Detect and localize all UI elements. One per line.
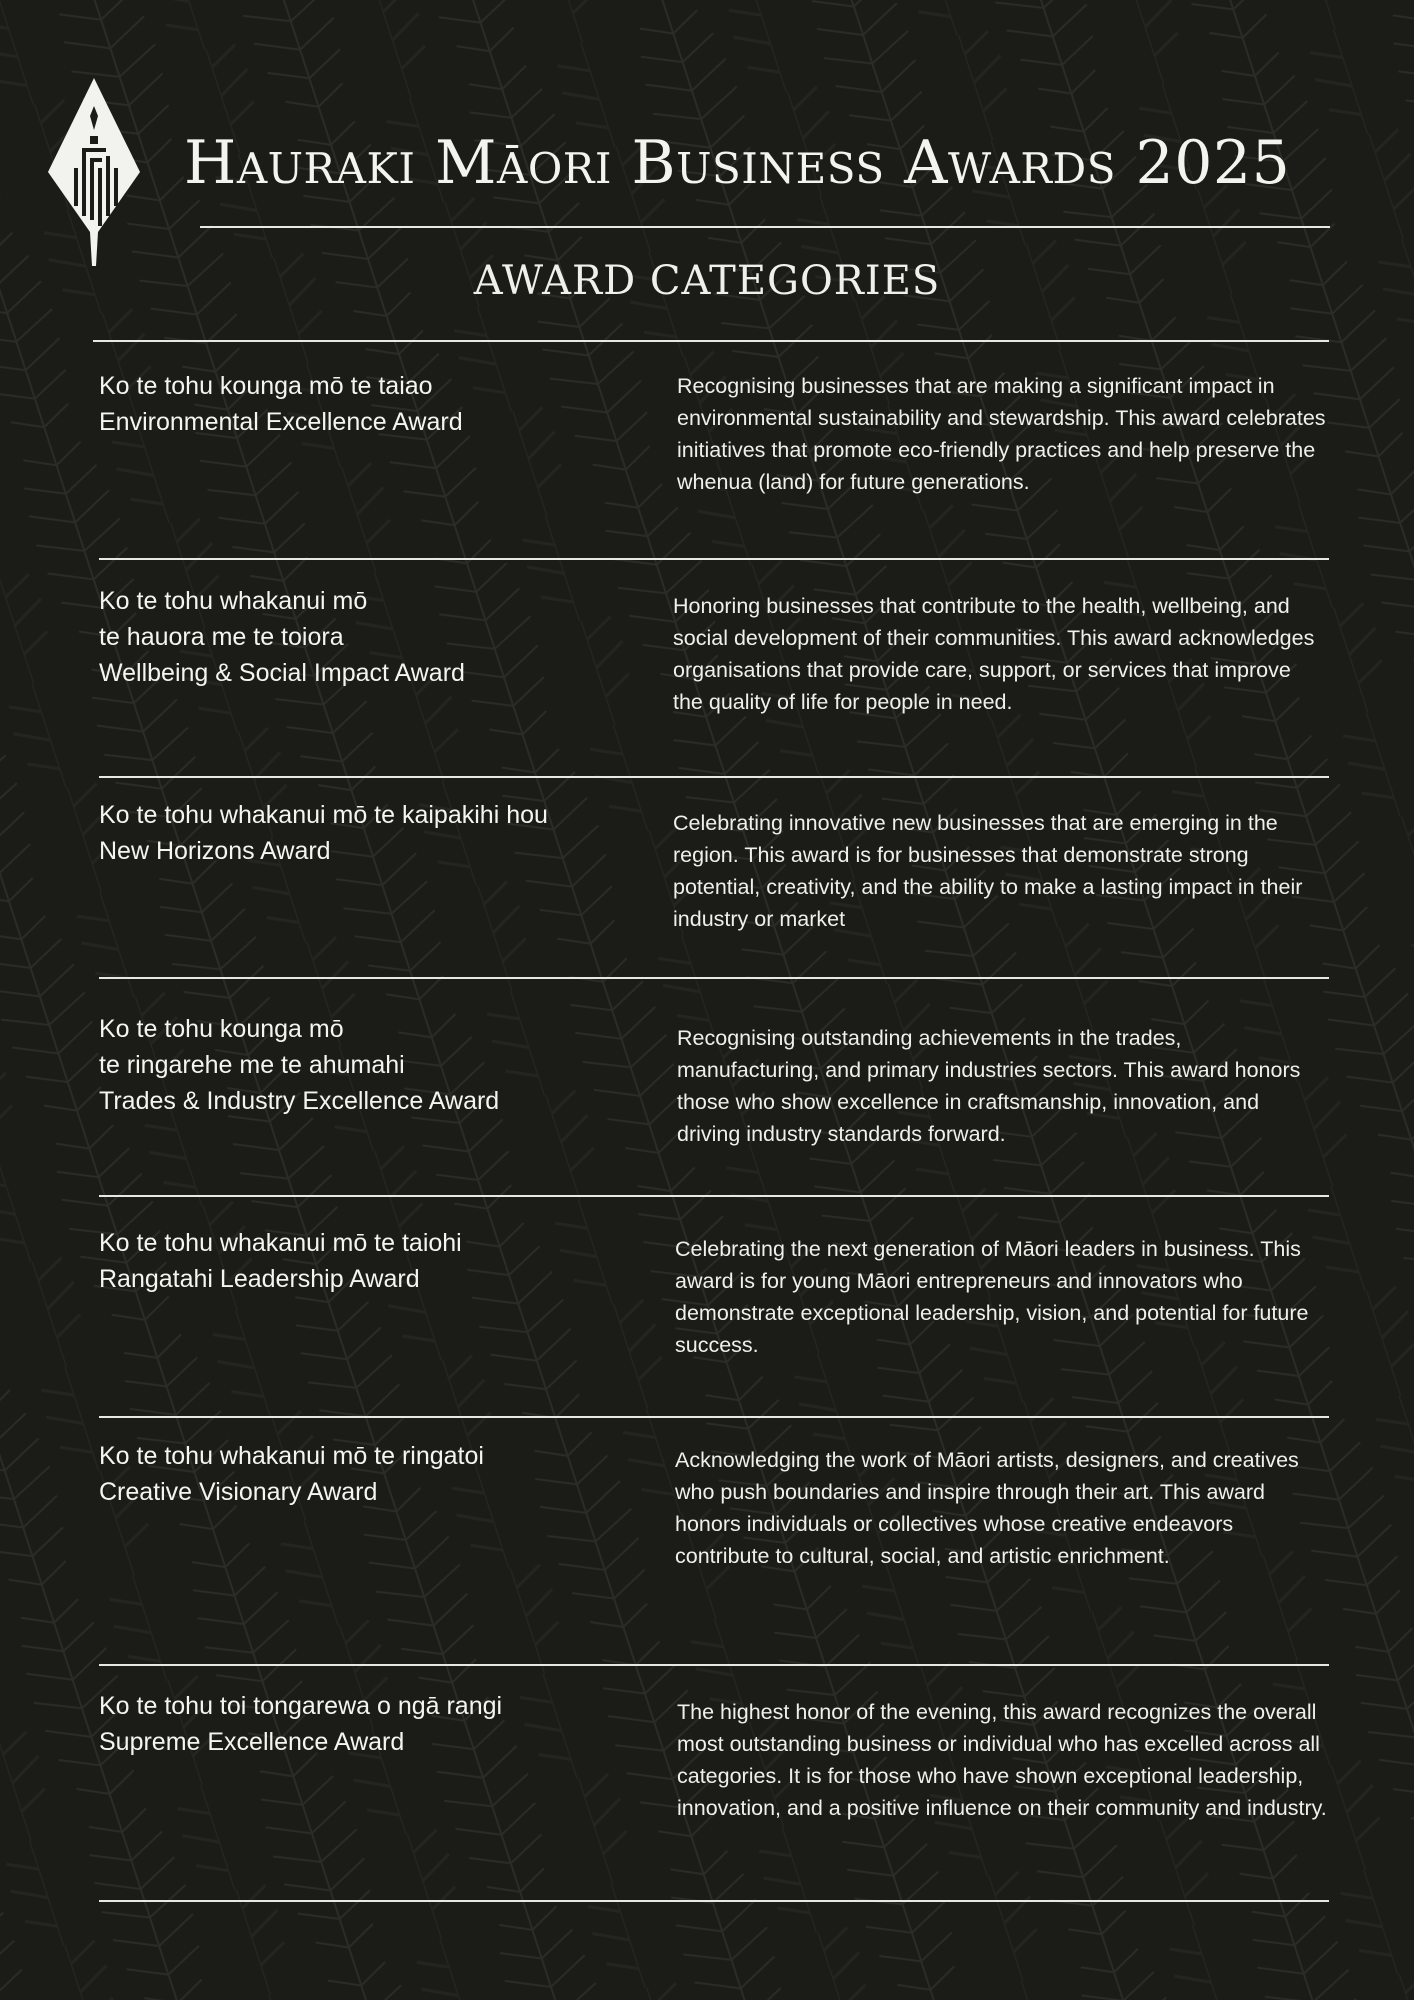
category-name-line: Ko te tohu whakanui mō te ringatoi bbox=[99, 1442, 484, 1470]
page-title: Hauraki Māori Business Awards 2025 bbox=[184, 128, 1291, 198]
divider bbox=[99, 1900, 1329, 1902]
divider bbox=[99, 558, 1329, 560]
category-name-rangatahi bbox=[99, 1225, 659, 1297]
category-name-line: New Horizons Award bbox=[99, 837, 331, 865]
category-name-wellbeing bbox=[99, 583, 659, 691]
category-description: Celebrating innovative new businesses that are emerging in the region. This award is for businesses that demonstrate strong potential, creativity, and the ability to make a lasting impact in their industry or market bbox=[673, 811, 1303, 931]
category-description: The highest honor of the evening, this award recognizes the overall most outstanding business or individual who has excelled across all categories. It is for those who have shown exceptional leadership, innovation, and a positive influence on their community and industry. bbox=[677, 1700, 1327, 1820]
category-description: Celebrating the next generation of Māori leaders in business. This award is for young Māori entrepreneurs and innovators who demonstrate exceptional leadership, vision, and potential for future success. bbox=[675, 1237, 1309, 1357]
category-name-environmental bbox=[99, 368, 659, 440]
category-description: Recognising businesses that are making a significant impact in environmental sustainability and stewardship. This award celebrates initiatives that promote eco-friendly practices and help preserve the whenua (land) for future generations. bbox=[677, 374, 1326, 494]
category-description: Recognising outstanding achievements in the trades, manufacturing, and primary industries sectors. This award honors those who show excellence in craftsmanship, innovation, and driving industry standards forward. bbox=[677, 1026, 1301, 1146]
category-name-creative bbox=[99, 1438, 659, 1510]
category-name-trades bbox=[99, 1011, 659, 1119]
divider bbox=[99, 776, 1329, 778]
category-name-line: te ringarehe me te ahumahi bbox=[99, 1051, 405, 1079]
category-name-line: Trades & Industry Excellence Award bbox=[99, 1087, 500, 1115]
category-name-line: Environmental Excellence Award bbox=[99, 408, 463, 436]
divider bbox=[99, 1416, 1329, 1418]
category-name-line: Ko te tohu kounga mō te taiao bbox=[99, 372, 433, 400]
category-name-line: Ko te tohu whakanui mō te taiohi bbox=[99, 1229, 462, 1257]
category-name-line: Ko te tohu whakanui mō bbox=[99, 587, 368, 615]
title-underline bbox=[200, 226, 1330, 228]
divider bbox=[99, 1664, 1329, 1666]
divider bbox=[99, 1195, 1329, 1197]
category-name-line: Ko te tohu kounga mō bbox=[99, 1015, 344, 1043]
category-name-line: Ko te tohu toi tongarewa o ngā rangi bbox=[99, 1692, 503, 1720]
category-description: Honoring businesses that contribute to the health, wellbeing, and social development of their communities. This award acknowledges organisations that provide care, support, or services that improve the quality of life for people in need. bbox=[673, 594, 1315, 714]
divider bbox=[99, 977, 1329, 979]
category-name-line: Creative Visionary Award bbox=[99, 1478, 378, 1506]
category-name-line: Rangatahi Leadership Award bbox=[99, 1265, 420, 1293]
category-description: Acknowledging the work of Māori artists, designers, and creatives who push boundaries and inspire through their art. This award honors individuals or collectives whose creative endeavors contribute to cultural, social, and artistic enrichment. bbox=[675, 1448, 1299, 1568]
divider bbox=[93, 340, 1329, 342]
category-name-line: Wellbeing & Social Impact Award bbox=[99, 659, 465, 687]
category-name-line: Ko te tohu whakanui mō te kaipakihi hou bbox=[99, 801, 548, 829]
section-heading: AWARD CATEGORIES bbox=[473, 258, 941, 304]
pounamu-taonga-logo-icon bbox=[44, 76, 144, 268]
category-name-supreme bbox=[99, 1688, 659, 1760]
category-name-line: te hauora me te toiora bbox=[99, 623, 344, 651]
category-name-line: Supreme Excellence Award bbox=[99, 1728, 405, 1756]
category-name-new-horizons bbox=[99, 797, 659, 869]
